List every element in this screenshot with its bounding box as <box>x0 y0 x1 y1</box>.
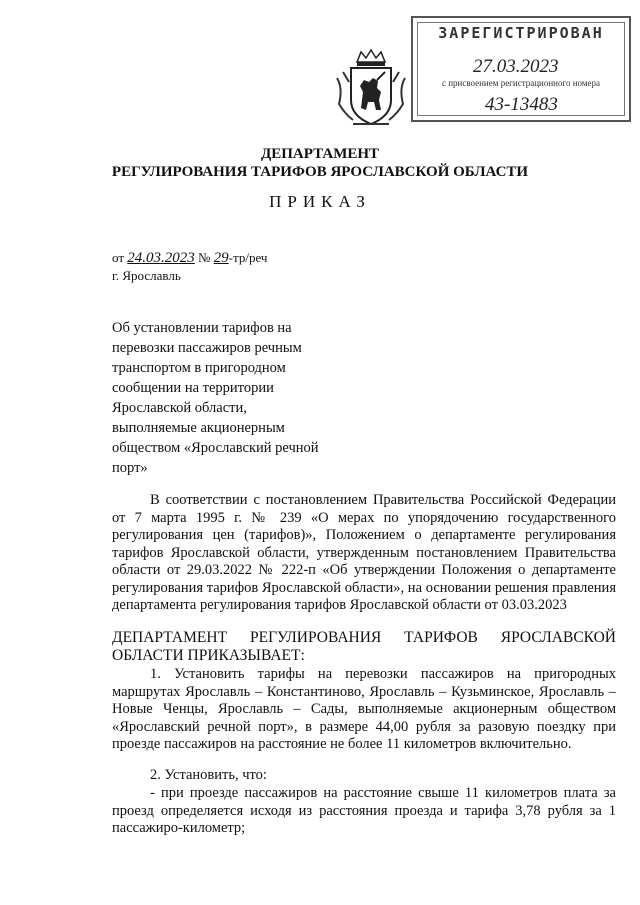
coat-of-arms-emblem <box>333 48 409 130</box>
order-number-line <box>112 250 267 267</box>
order-city: г. Ярославль <box>112 268 181 283</box>
stamp-caption: с присвоением регистрационного номера <box>441 78 601 88</box>
stamp-registration-number: 43-13483 <box>485 94 558 115</box>
item-2-subitem: - при проезде пассажиров на расстояние свыше 11 километров плата за проезд определяется исходя из расстояния проезда и тарифа 3,78 рубля за 1 пассажиро-километр; <box>112 785 616 836</box>
document-type: ПРИКАЗ <box>269 192 371 211</box>
stamp-title: ЗАРЕГИСТРИРОВАН <box>438 24 604 42</box>
preamble-paragraph: В соответствии с постановлением Правительства Российской Федерации от 7 марта 1995 г. № 239 «О мерах по упорядочению государственного регулирования цен (тарифов)», Положением о департаменте регулирования тарифов Ярославской области, утвержденным постановлением Правительства области от 29.03.2022 № 222-п «Об утверждении Положения о департаменте регулирования тарифов Ярославской области», на основании решения правления департамента регулирования тарифов Ярославской области от 03.03.2023 <box>112 492 616 613</box>
item-1-paragraph: 1. Установить тарифы на перевозки пассажиров на пригородных маршрутах Ярославль – Константиново, Ярославль – Кузьминское, Ярославль – Новые Ченцы, Ярославль – Сады, выполняемые акционерным обществом «Ярославский речной порт», в размере 44,00 рубля за разовую поездку при проезде пассажиров на расстояние не более 11 километров включительно. <box>112 666 616 752</box>
decree-heading: ДЕПАРТАМЕНТ РЕГУЛИРОВАНИЯ ТАРИФОВ ЯРОСЛАВСКОЙ ОБЛАСТИ ПРИКАЗЫВАЕТ: <box>112 629 616 664</box>
order-date-prefix: от <box>112 250 125 265</box>
order-date: 24.03.2023 <box>127 250 195 266</box>
order-number: 29 <box>213 250 229 266</box>
department-title-line1: ДЕПАРТАМЕНТ <box>260 146 380 162</box>
order-subject: Об установлении тарифов на перевозки пассажиров речным транспортом в пригородном сообщении на территории Ярославской области, выполняемые акционерным обществом «Ярославский речной порт» <box>112 320 319 476</box>
department-title-line2: РЕГУЛИРОВАНИЯ ТАРИФОВ ЯРОСЛАВСКОЙ ОБЛАСТИ <box>111 164 529 180</box>
order-number-label: № <box>198 250 211 265</box>
item-2-paragraph: 2. Установить, что: <box>150 767 267 783</box>
stamp-date: 27.03.2023 <box>473 56 559 77</box>
registration-stamp <box>411 16 631 122</box>
order-number-suffix: -тр/реч <box>228 250 268 265</box>
